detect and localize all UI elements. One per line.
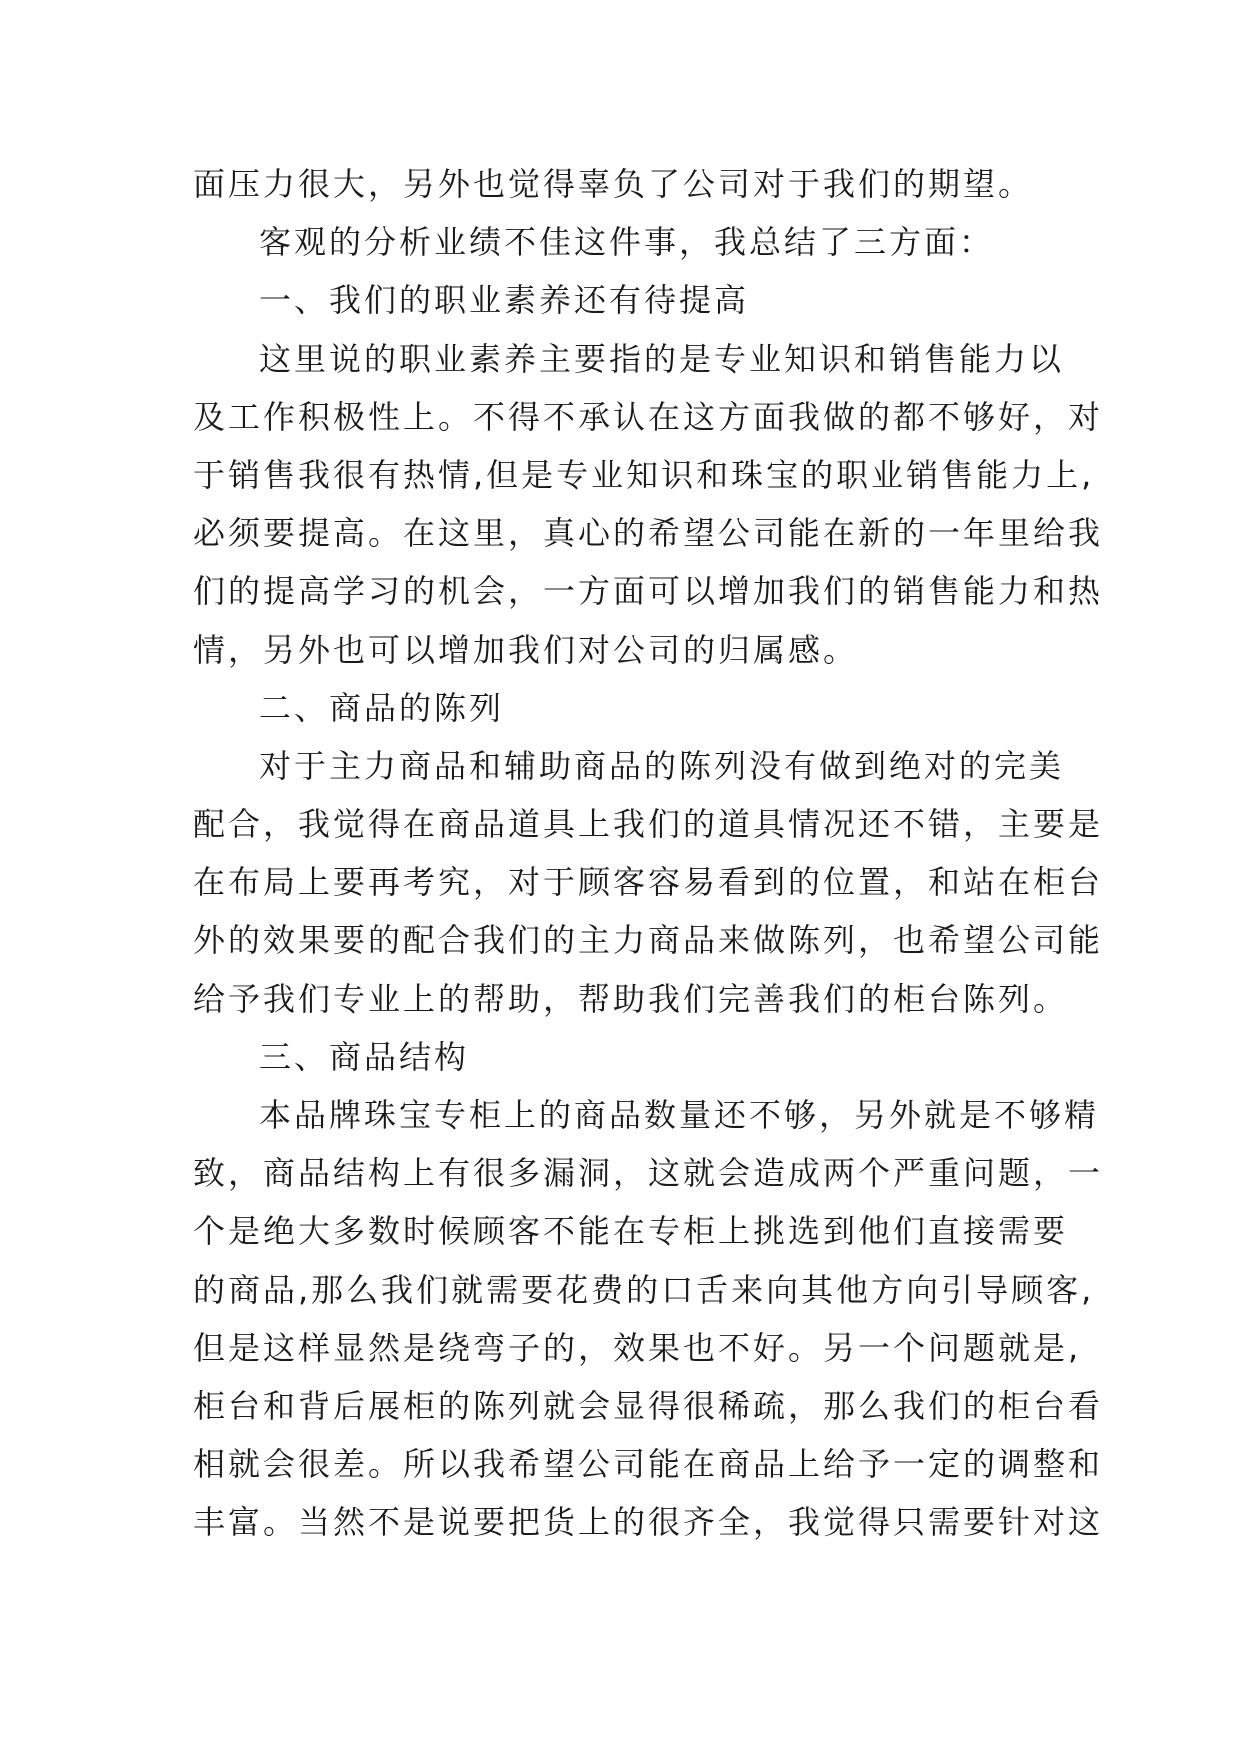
text-line: 相就会很差。所以我希望公司能在商品上给予一定的调整和 [193, 1445, 1104, 1484]
text-line: 及工作积极性上。不得不承认在这方面我做的都不够好，对 [193, 397, 1104, 436]
text-line: 本品牌珠宝专柜上的商品数量还不够，另外就是不够精 [259, 1096, 1100, 1134]
text-line: 于销售我很有热情,但是专业知识和珠宝的职业销售能力上, [193, 455, 1095, 494]
text-line: 但是这样显然是绕弯子的，效果也不好。另一个问题就是, [193, 1328, 1082, 1367]
text-line: 面压力很大，另外也觉得辜负了公司对于我们的期望。 [193, 165, 1034, 203]
text-line: 丰富。当然不是说要把货上的很齐全，我觉得只需要针对这 [193, 1503, 1104, 1542]
text-line: 的商品,那么我们就需要花费的口舌来向其他方向引导顾客, [193, 1270, 1095, 1309]
document-body [193, 155, 1104, 1552]
text-line: 柜台和背后展柜的陈列就会显得很稀疏，那么我们的柜台看 [193, 1386, 1104, 1425]
text-line: 二、商品的陈列 [259, 688, 505, 727]
text-line: 必须要提高。在这里，真心的希望公司能在新的一年里给我 [193, 514, 1104, 553]
text-line: 在布局上要再考究，对于顾客容易看到的位置，和站在柜台 [193, 863, 1104, 902]
text-line: 们的提高学习的机会，一方面可以增加我们的销售能力和热 [193, 572, 1104, 611]
text-line: 这里说的职业素养主要指的是专业知识和销售能力以 [259, 339, 1065, 378]
text-line: 对于主力商品和辅助商品的陈列没有做到绝对的完美 [259, 746, 1065, 785]
text-line: 致，商品结构上有很多漏洞，这就会造成两个严重问题，一 [193, 1154, 1104, 1193]
text-line: 给予我们专业上的帮助，帮助我们完善我们的柜台陈列。 [193, 979, 1069, 1018]
text-line: 外的效果要的配合我们的主力商品来做陈列，也希望公司能 [193, 921, 1104, 960]
text-line: 三、商品结构 [259, 1037, 470, 1076]
text-line: 客观的分析业绩不佳这件事，我总结了三方面： [259, 223, 995, 262]
text-line: 情，另外也可以增加我们对公司的归属感。 [193, 630, 859, 669]
text-line: 个是绝大多数时候顾客不能在专柜上挑选到他们直接需要 [193, 1212, 1069, 1251]
text-line: 一、我们的职业素养还有待提高 [259, 281, 750, 320]
text-line: 配合，我觉得在商品道具上我们的道具情况还不错，主要是 [193, 805, 1104, 844]
